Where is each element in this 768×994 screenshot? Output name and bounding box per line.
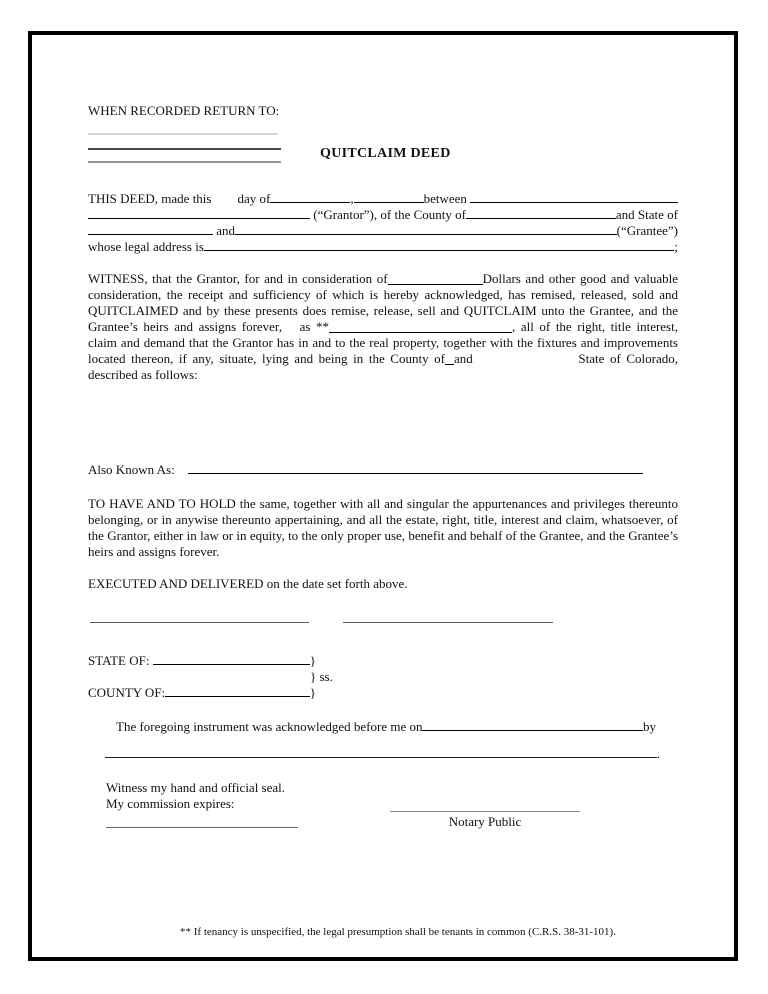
- witness-seal-text: Witness my hand and official seal.: [106, 780, 286, 795]
- county-brace: }: [309, 685, 316, 700]
- blank-property-county[interactable]: [445, 362, 454, 365]
- as-gap: [288, 330, 300, 331]
- blank-commission-date[interactable]: [106, 827, 298, 828]
- ack-names-indent: [88, 757, 105, 758]
- state-of-label: STATE OF:: [88, 653, 153, 668]
- rights-clause-text: , all of the right, title interest, claim and demand that the Grantor has in and to the real property, together with the fixtures and improvements located thereon, if any, situate, lying and being in the County of: [88, 319, 678, 366]
- opening-line-2: [88, 207, 678, 223]
- also-known-as-label: Also Known As:: [88, 462, 178, 477]
- semicolon-text: ;: [674, 239, 678, 254]
- habendum-paragraph: TO HAVE AND TO HOLD the same, together with all and singular the appurtenances and privileges thereunto belonging, or in anywise thereunto appertaining, and all the estate, right, title, interest and claim, whatsoever, of the Grantor, either in law or in equity, to the only proper use, benefit and behalf of the Grantee, and the Grantee’s heirs and assigns forever.: [88, 496, 678, 559]
- and-text: and: [213, 223, 236, 238]
- opening-line-3: [88, 223, 678, 239]
- opening-line-1: [88, 191, 678, 207]
- return-to-address-line-1[interactable]: [88, 133, 278, 135]
- acknowledgment-names-row: [88, 746, 660, 762]
- opening-line-4: [88, 239, 678, 255]
- blank-acknowledgment-date[interactable]: [422, 728, 643, 731]
- witness-and-text: and: [454, 351, 473, 366]
- county-of-row: [88, 685, 316, 701]
- legal-address-text: whose legal address is: [88, 239, 204, 254]
- blank-year[interactable]: [354, 200, 424, 203]
- and-state-of-text: and State of: [615, 207, 678, 222]
- signature-line-grantor-left[interactable]: [90, 622, 309, 623]
- as-marker-text: as **: [299, 319, 329, 334]
- state-gap: [473, 362, 573, 363]
- acknowledgment-text: The foregoing instrument was acknowledged before me on: [116, 719, 423, 734]
- return-to-address-line-3[interactable]: [88, 161, 281, 163]
- seal-block: [106, 780, 285, 812]
- day-of-text: day of: [237, 191, 271, 206]
- day-gap[interactable]: [211, 202, 237, 203]
- blank-also-known-as[interactable]: [188, 471, 643, 474]
- return-to-address-line-2[interactable]: [88, 148, 281, 150]
- return-to-block: [88, 103, 284, 173]
- blank-dollars[interactable]: [388, 282, 483, 285]
- ack-period-text: .: [656, 746, 660, 761]
- witness-paragraph: [88, 271, 678, 383]
- blank-acknowledgment-names[interactable]: [105, 755, 657, 758]
- ss-indent: [88, 680, 310, 681]
- blank-county[interactable]: [165, 694, 310, 697]
- executed-statement: EXECUTED AND DELIVERED on the date set forth above.: [88, 576, 408, 591]
- document-title: QUITCLAIM DEED: [320, 146, 451, 161]
- blank-grantee-name[interactable]: [235, 232, 617, 235]
- blank-state[interactable]: [153, 662, 310, 665]
- ss-row: [88, 669, 368, 685]
- also-known-as-row: [88, 462, 643, 478]
- made-this-text: THIS DEED, made this: [88, 191, 212, 206]
- acknowledgment-row: [88, 719, 656, 735]
- state-brace: }: [309, 653, 316, 668]
- comma-text: ,: [350, 191, 354, 206]
- ack-indent: [88, 730, 116, 731]
- opening-paragraph: [88, 191, 678, 255]
- state-of-row: [88, 653, 316, 669]
- consideration-text: WITNESS, that the Grantor, for and in consideration of: [88, 271, 388, 286]
- blank-tenancy-type[interactable]: [329, 330, 512, 333]
- dollars-clause-text: Dollars and other good and valuable consideration, the receipt and sufficiency of which is hereby acknowledged, has remised, released, sold and QUITCLAIMED and by these presents does remise, release, sell and QUITCLAIM unto the Grantee, and the Grantee’s heirs and assigns forever,: [88, 271, 679, 334]
- grantor-clause-text: (“Grantor”), of the County of: [310, 207, 466, 222]
- blank-grantor-county[interactable]: [466, 216, 616, 219]
- signature-line-grantor-right[interactable]: [343, 622, 553, 623]
- notary-signature-block: [390, 811, 580, 830]
- ss-label: } ss.: [310, 669, 333, 684]
- ack-by-text: by: [643, 719, 656, 734]
- commission-label: My commission expires:: [106, 796, 235, 811]
- notary-signature-line[interactable]: [390, 811, 580, 812]
- grantee-label-text: (“Grantee”): [616, 223, 678, 238]
- venue-block: [88, 653, 368, 701]
- notary-public-label: Notary Public: [448, 814, 522, 829]
- between-text: between: [423, 191, 471, 206]
- blank-legal-address[interactable]: [204, 248, 674, 251]
- return-to-label: WHEN RECORDED RETURN TO:: [88, 103, 280, 118]
- blank-grantor-name-1[interactable]: [470, 200, 678, 203]
- blank-month[interactable]: [270, 200, 350, 203]
- tenancy-footnote: ** If tenancy is unspecified, the legal presumption shall be tenants in common (C.R.S. 38-31-101).: [180, 926, 616, 938]
- blank-grantor-name-2[interactable]: [88, 216, 310, 219]
- county-of-label: COUNTY OF:: [88, 685, 166, 700]
- aka-gap: [178, 473, 188, 474]
- blank-grantor-state[interactable]: [88, 232, 213, 235]
- state-clause-text: State of Colorado, described as follows:: [88, 351, 679, 382]
